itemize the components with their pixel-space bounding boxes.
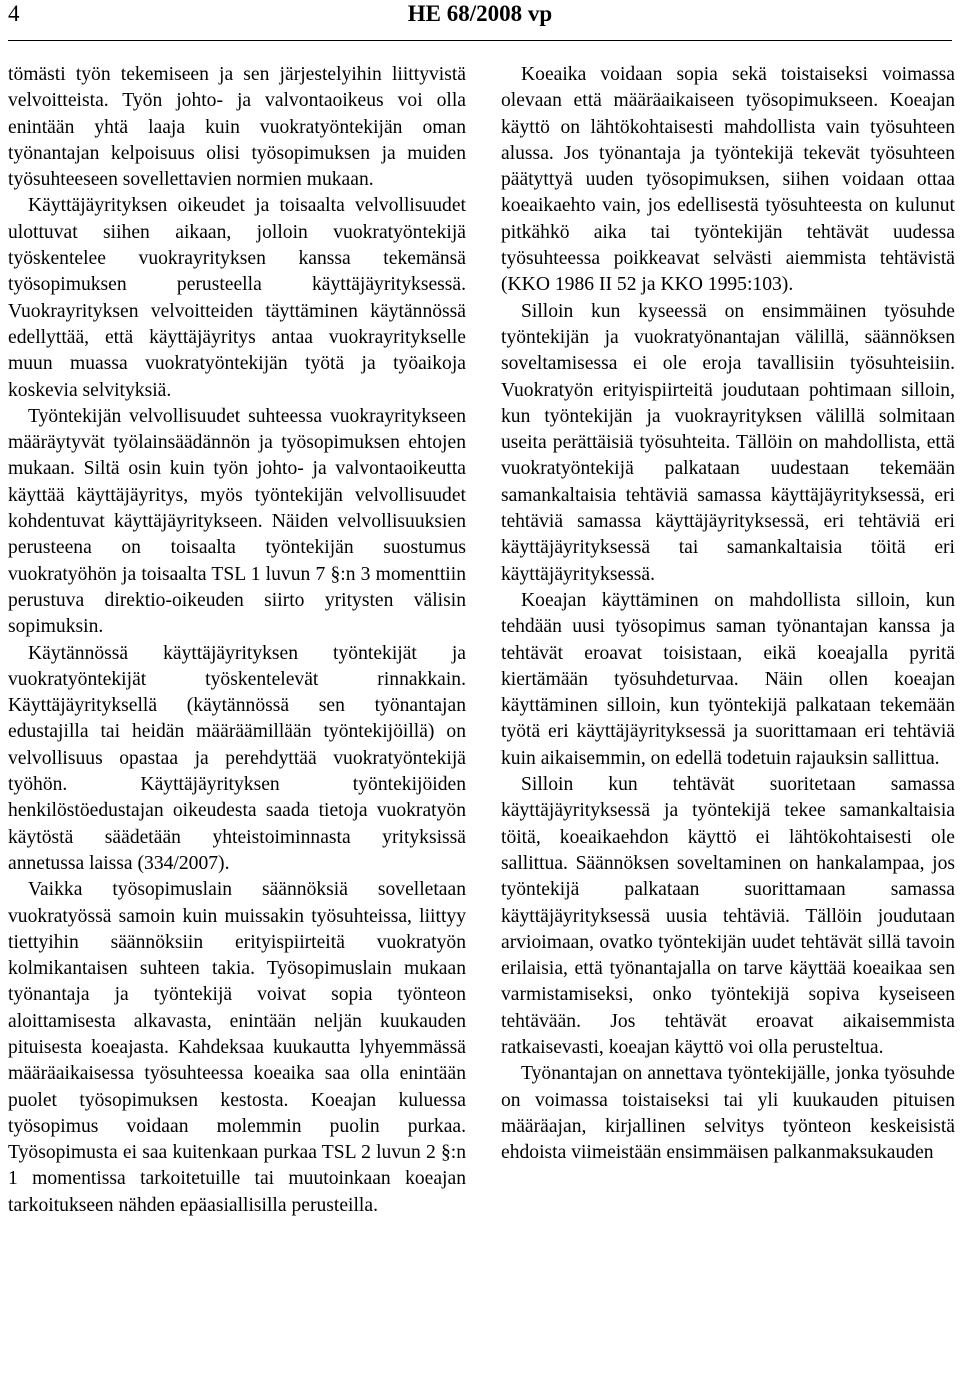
- paragraph: Silloin kun kyseessä on ensimmäinen työsuhde työntekijän ja vuokratyönantajan välillä, säännöksen soveltamisessa ei ole eroja tavallisiin työsuhteisiin. Vuokratyön erityispiirteitä joudutaan pohtimaan silloin, kun työntekijän ja vuokrayrityksen välillä solmitaan useita perättäisiä työsuhteita. Tällöin on mahdollista, että vuokratyöntekijä palkataan uudestaan tekemään samankaltaisia tehtäviä samassa käyttäjäyrityksessä, eri tehtäviä samassa käyttäjäyrityksessä, eri tehtäviä eri käyttäjäyrityksessä tai samankaltaisia töitä eri käyttäjäyrityksessä.: [501, 300, 955, 585]
- paragraph: Koeajan käyttäminen on mahdollista silloin, kun tehdään uusi työsopimus saman työnantajan kanssa ja tehtävät eroavat toisistaan, eikä koeajalla pyritä kiertämään työsuhdeturvaa. Näin ollen koeajan käyttäminen silloin, kun työntekijä palkataan tekemään työtä eri käyttäjäyrityksessä ja suorittamaan eri tehtäviä kuin aikaisemmin, on edellä todetuin rajauksin sallittua.: [501, 589, 955, 769]
- paragraph: Työnantajan on annettava työntekijälle, jonka työsuhde on voimassa toistaiseksi tai yli kuukauden pituisen määräajan, kirjallinen selvitys työnteon keskeisistä ehdoista viimeistään ensimmäisen palkanmaksukauden: [501, 1063, 955, 1164]
- document-id: HE 68/2008 vp: [407, 1, 553, 26]
- paragraph: Käyttäjäyrityksen oikeudet ja toisaalta velvollisuudet ulottuvat siihen aikaan, jolloin vuokratyöntekijä työskentelee vuokrayrityksen kanssa tekemänsä työsopimuksen perusteella käyttäjäyrityksessä. Vuokrayrityksen velvoitteiden täyttäminen käytännössä edellyttää, että käyttäjäyritys antaa vuokrayritykselle muun muassa vuokratyöntekijän työtä ja työaikoja koskevia selvityksiä.: [8, 195, 466, 401]
- paragraph: Käytännössä käyttäjäyrityksen työntekijät ja vuokratyöntekijät työskentelevät rinnakkain. Käyttäjäyrityksellä (käytännössä sen työnantajan edustajilla tai heidän määräämillään työntekijöillä) on velvollisuus opastaa ja perehdyttää vuokratyöntekijä työhön. Käyttäjäyrityksen työntekijöiden henkilöstöedustajan oikeudesta saada tietoja vuokratyön käytöstä säädetään yhteistoiminnasta yrityksissä annetussa laissa (334/2007).: [8, 642, 466, 874]
- paragraph: Silloin kun tehtävät suoritetaan samassa käyttäjäyrityksessä ja työntekijä tekee samankaltaisia töitä, koeaikaehdon käyttö ei lähtökohtaisesti ole sallittua. Säännöksen soveltaminen on hankalampaa, jos työntekijä palkataan suorittamaan samassa käyttäjäyrityksessä uusia tehtäviä. Tällöin joudutaan arvioimaan, ovatko työntekijän uudet tehtävät sillä tavoin erilaisia, että työnantajalla on tarve käyttää koeaikaa sen varmistamiseksi, onko työntekijä sopiva kyseiseen tehtävään. Jos tehtävät eroavat aikaisemmista ratkaisevasti, koeajan käyttö voi olla perusteltua.: [501, 774, 955, 1058]
- left-column: [8, 62, 466, 1219]
- paragraph: Koeaika voidaan sopia sekä toistaiseksi voimassa olevaan että määräaikaiseen työsopimukseen. Koeajan käyttö on lähtökohtaisesti mahdollista vain työsuhteen alussa. Jos työnantaja ja työntekijä tekevät työsuhteen päätyttyä uuden työsopimuksen, siihen voidaan ottaa koeaikaehto vain, jos edellisestä työsuhteesta on kulunut pitkähkö aika tai työntekijän tehtävät uudessa työsuhteessa poikkeavat selvästi aiemmista tehtävistä (KKO 1986 II 52 ja KKO 1995:103).: [501, 64, 955, 296]
- paragraph: Työntekijän velvollisuudet suhteessa vuokrayritykseen määräytyvät työlainsäädännön ja työsopimuksen ehtojen mukaan. Siltä osin kuin työn johto- ja valvontaoikeutta käyttää käyttäjäyritys, myös työntekijän velvollisuudet kohdentuvat käyttäjäyritykseen. Näiden velvollisuuksien perusteena on toisaalta työntekijän suostumus vuokratyöhön ja toisaalta TSL 1 luvun 7 §:n 3 momenttiin perustuva direktio-oikeuden siirto yritysten välisin sopimuksin.: [8, 405, 466, 638]
- page-number: 4: [8, 1, 20, 26]
- paragraph: tömästi työn tekemiseen ja sen järjestelyihin liittyvistä velvoitteista. Työn johto- ja valvontaoikeus voi olla enintään yhtä laaja kuin vuokratyöntekijän oman työnantajan kelpoisuus olisi työsopimuksen ja muiden työsuhteeseen sovellettavien normien mukaan.: [8, 64, 466, 191]
- header-rule: [8, 40, 952, 41]
- paragraph: Vaikka työsopimuslain säännöksiä sovelletaan vuokratyössä samoin kuin muissakin työsuhteissa, liittyy tiettyihin säännöksiin erityispiirteitä vuokratyön kolmikantaisen suhteen takia. Työsopimuslain mukaan työnantaja ja työntekijä voivat sopia työnteon aloittamisesta alkavasta, enintään neljän kuukauden pituisesta koeajasta. Kahdeksaa kuukautta lyhyemmässä määräaikaisessa työsuhteessa koeaika saa olla enintään puolet työsopimuksen kestosta. Koeajan kuluessa työsopimus voidaan molemmin puolin purkaa. Työsopimusta ei saa kuitenkaan purkaa TSL 2 luvun 2 §:n 1 momentissa tarkoitetuille tai muutoinkaan koeajan tarkoitukseen nähden epäasiallisilla perusteilla.: [8, 879, 466, 1216]
- right-column: [501, 62, 955, 1166]
